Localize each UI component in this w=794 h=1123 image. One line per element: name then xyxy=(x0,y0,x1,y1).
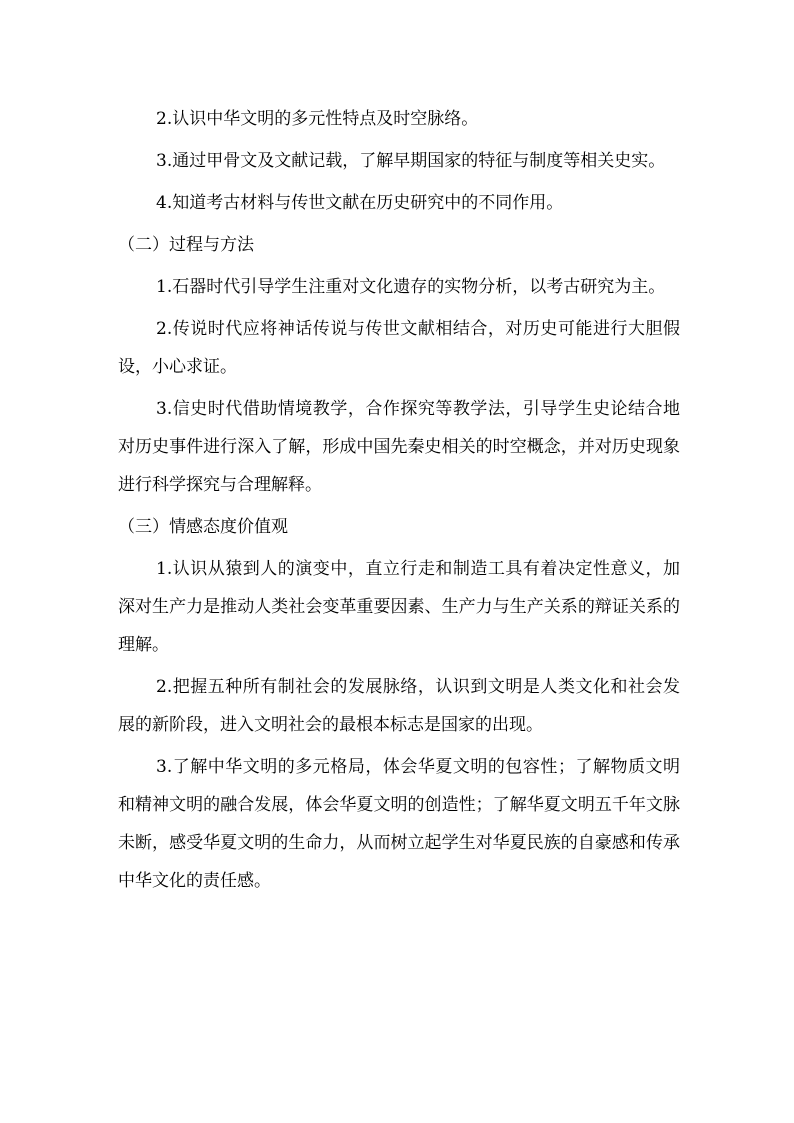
values-item-2: 2.把握五种所有制社会的发展脉络，认识到文明是人类文化和社会发展的新阶段，进入文明社会的最根本标志是国家的出现。 xyxy=(118,677,680,735)
section-heading-process-method: （二）过程与方法 xyxy=(118,235,254,255)
section-heading-emotion-values: （三）情感态度价值观 xyxy=(118,517,288,537)
objective-item-3: 3.通过甲骨文及文献记载，了解早期国家的特征与制度等相关史实。 xyxy=(156,151,666,171)
objective-item-2: 2.认识中华文明的多元性特点及时空脉络。 xyxy=(156,109,479,129)
objective-item-4: 4.知道考古材料与传世文献在历史研究中的不同作用。 xyxy=(156,193,564,213)
values-item-1: 1.认识从猿到人的演变中，直立行走和制造工具有着决定性意义，加深对生产力是推动人类社会变革重要因素、生产力与生产关系的辩证关系的理解。 xyxy=(118,559,680,655)
values-item-3: 3.了解中华文明的多元格局，体会华夏文明的包容性；了解物质文明和精神文明的融合发展，体会华夏文明的创造性；了解华夏文明五千年文脉未断，感受华夏文明的生命力，从而树立起学生对华夏民族的自豪感和传承中华文化的责任感。 xyxy=(118,757,680,891)
method-item-2: 2.传说时代应将神话传说与传世文献相结合，对历史可能进行大胆假设，小心求证。 xyxy=(118,319,680,377)
method-item-1: 1.石器时代引导学生注重对文化遗存的实物分析，以考古研究为主。 xyxy=(156,277,666,297)
method-item-3: 3.信史时代借助情境教学，合作探究等教学法，引导学生史论结合地对历史事件进行深入了解，形成中国先秦史相关的时空概念，并对历史现象进行科学探究与合理解释。 xyxy=(118,399,680,495)
document-body xyxy=(118,100,680,904)
